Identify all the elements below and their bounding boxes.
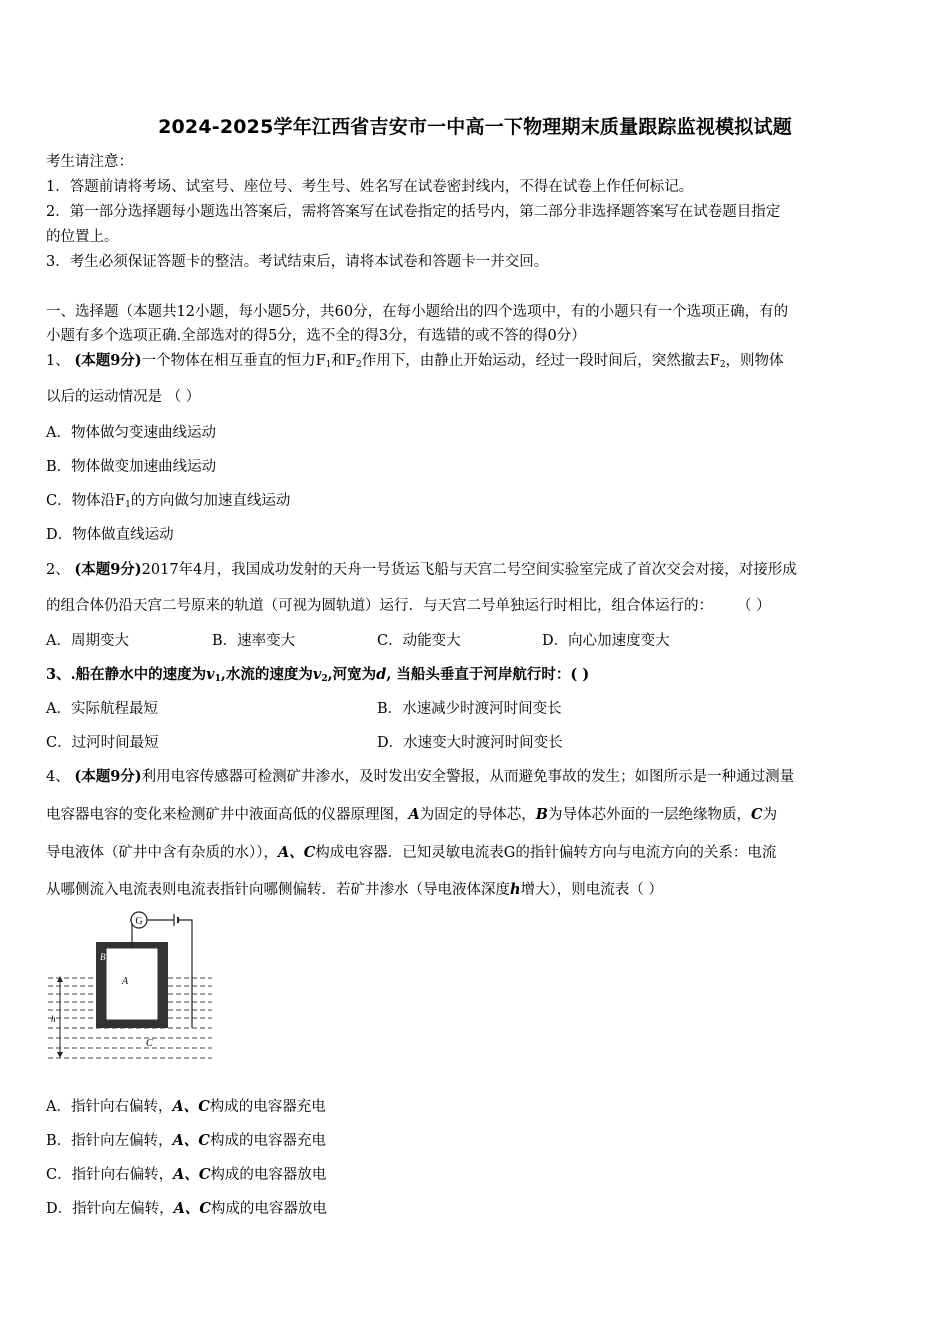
label-h: h <box>51 1014 56 1024</box>
q1-text-a: 一个物体在相互垂直的恒力F <box>141 353 326 369</box>
question-tag: (本题9分) <box>74 561 142 578</box>
conductor-core-a <box>106 948 158 1020</box>
q4-text-2c: 为导体芯外面的一层绝缘物质， <box>548 807 752 823</box>
q4-option-b[interactable] <box>46 1131 326 1151</box>
wire-right <box>178 920 192 1028</box>
q3-text-a: 3、.船在静水中的速度为 <box>46 666 207 683</box>
q4-var-b: B <box>535 806 549 823</box>
answer-bracket: （ ） <box>737 598 771 614</box>
option-text: 构成的电容器充电 <box>209 1133 326 1149</box>
q1-sub-1: 1 <box>325 360 332 370</box>
q4-var-a: A <box>408 806 420 823</box>
q1-option-c[interactable] <box>46 491 290 515</box>
question-number: 2、 <box>46 562 70 578</box>
question-4-stem <box>46 767 794 787</box>
q2-option-d[interactable]: D．向心加速度变大 <box>542 633 670 649</box>
option-text: D．指针向左偏转， <box>46 1201 174 1217</box>
q1-text-d: ，则物体 <box>725 353 784 369</box>
q1-sub-2: 2 <box>356 360 362 370</box>
question-number: 4、 <box>46 769 70 785</box>
q2-option-c[interactable]: C．动能变大 <box>377 633 461 649</box>
q4-text-3a: 导电液体（矿井中含有杂质的水））， <box>46 845 278 861</box>
q3-option-b[interactable]: B．水速减少时渡河时间变长 <box>377 701 562 717</box>
notice-heading: 考生请注意： <box>46 154 133 170</box>
q2-text-2: 的组合体仍沿天宫二号原来的轨道（可视为圆轨道）运行．与天宫二号单独运行时相比，组合体运行的： <box>46 598 713 614</box>
q3-option-c[interactable]: C．过河时间最短 <box>46 735 159 751</box>
q4-option-d[interactable] <box>46 1199 327 1219</box>
q3-option-a[interactable]: A．实际航程最短 <box>46 701 158 717</box>
diagram-svg <box>44 910 216 1065</box>
q3-text-d: , 当船头垂直于河岸航行时：( ) <box>386 666 590 683</box>
q4-text-4a: 从哪侧流入电流表则电流表指针向哪侧偏转．若矿井渗水（导电液体深度 <box>46 882 510 898</box>
q1-option-c-text-a: C．物体沿F <box>46 493 126 509</box>
label-a: A <box>122 976 129 987</box>
q3-v1: v <box>206 666 215 683</box>
q3-v2-sub: 2 <box>321 674 328 684</box>
question-1-stem <box>46 351 784 375</box>
option-var: A、C <box>172 1098 210 1115</box>
notice-item-3: 3．考生必须保证答题卡的整洁。考试结束后，请将本试卷和答题卡一并交回。 <box>46 254 549 270</box>
q4-text-2a: 电容器电容的变化来检测矿井中液面高低的仪器原理图， <box>46 807 409 823</box>
q4-text-3b: 构成电容器．已知灵敏电流表G的指针偏转方向与电流方向的关系：电流 <box>315 845 777 861</box>
q3-option-d[interactable]: D．水速变大时渡河时间变长 <box>377 735 563 751</box>
page-title: 2024-2025学年江西省吉安市一中高一下物理期末质量跟踪监视模拟试题 <box>158 116 792 138</box>
depth-arrow-up-icon <box>57 976 63 982</box>
q4-var-ac: A、C <box>278 844 316 861</box>
option-var: A、C <box>173 1166 211 1183</box>
capacitor-sensor-diagram <box>44 910 216 1065</box>
option-text: 构成的电容器放电 <box>210 1167 327 1183</box>
section-instructions-line2: 小题有多个选项正确.全部选对的得5分，选不全的得3分，有选错的或不答的得0分） <box>46 328 586 344</box>
q4-var-c: C <box>751 806 763 823</box>
notice-item-2: 2．第一部分选择题每小题选出答案后，需将答案写在试卷指定的括号内，第二部分非选择题答案写在试卷题目指定 <box>46 204 781 220</box>
option-text: A．指针向右偏转， <box>46 1099 173 1115</box>
question-4-stem-line2 <box>46 805 777 825</box>
question-4-stem-line3 <box>46 843 776 863</box>
q1-sub-3: 2 <box>719 360 726 370</box>
question-2-stem-cont <box>46 596 771 616</box>
q1-option-a[interactable]: A．物体做匀变速曲线运动 <box>46 425 216 441</box>
question-1-stem-cont: 以后的运动情况是 （ ） <box>46 389 201 405</box>
q3-d: d <box>376 666 387 683</box>
notice-item-1: 1．答题前请将考场、试室号、座位号、考生号、姓名写在试卷密封线内，不得在试卷上作任何标记。 <box>46 179 694 195</box>
option-text: 构成的电容器充电 <box>209 1099 326 1115</box>
q2-text: 2017年4月，我国成功发射的天舟一号货运飞船与天宫二号空间实验室完成了首次交会对接，对接形成 <box>141 562 797 578</box>
option-text: B．指针向左偏转， <box>46 1133 173 1149</box>
q4-text-2d: 为 <box>762 807 778 823</box>
galvanometer-label: G <box>135 916 143 927</box>
option-text: 构成的电容器放电 <box>210 1201 327 1217</box>
q4-text-1: 利用电容传感器可检测矿井渗水，及时发出安全警报，从而避免事故的发生；如图所示是一种通过测量 <box>141 769 795 785</box>
q4-text-2b: 为固定的导体芯， <box>419 807 536 823</box>
q3-text-c: ,河宽为 <box>327 666 377 683</box>
option-text: C．指针向右偏转， <box>46 1167 174 1183</box>
section-instructions-line1: 一、选择题（本题共12小题，每小题5分，共60分，在每小题给出的四个选项中，有的小题只有一个选项正确，有的 <box>46 304 789 320</box>
label-b: B <box>100 952 106 962</box>
q1-option-c-text-b: 的方向做匀加速直线运动 <box>130 493 291 509</box>
q1-text-b: 和F <box>331 353 357 369</box>
question-tag: (本题9分) <box>74 352 142 369</box>
q4-option-a[interactable] <box>46 1097 326 1117</box>
depth-arrow-down-icon <box>57 1052 63 1058</box>
q4-text-4b: 增大），则电流表（ ） <box>520 882 663 898</box>
q1-text-c: 作用下，由静止开始运动，经过一段时间后，突然撤去F <box>361 353 720 369</box>
question-4-stem-line4 <box>46 880 663 900</box>
q3-v1-sub: 1 <box>214 674 221 684</box>
label-c: C <box>146 1038 153 1049</box>
question-tag: (本题9分) <box>74 768 142 785</box>
q1-option-d[interactable]: D．物体做直线运动 <box>46 527 174 543</box>
q4-option-c[interactable] <box>46 1165 326 1185</box>
option-var: A、C <box>172 1132 210 1149</box>
q2-option-a[interactable]: A．周期变大 <box>46 633 129 649</box>
q2-option-b[interactable]: B．速率变大 <box>212 633 296 649</box>
question-3-stem <box>46 665 589 689</box>
q3-text-b: ,水流的速度为 <box>220 666 313 683</box>
question-number: 1、 <box>46 353 70 369</box>
option-var: A、C <box>173 1200 211 1217</box>
q4-var-h: h <box>510 881 521 898</box>
question-2-stem <box>46 560 797 580</box>
notice-item-2-cont: 的位置上。 <box>46 229 119 245</box>
q1-option-c-sub: 1 <box>125 500 131 510</box>
q3-v2: v <box>312 666 322 683</box>
q1-option-b[interactable]: B．物体做变加速曲线运动 <box>46 459 217 475</box>
